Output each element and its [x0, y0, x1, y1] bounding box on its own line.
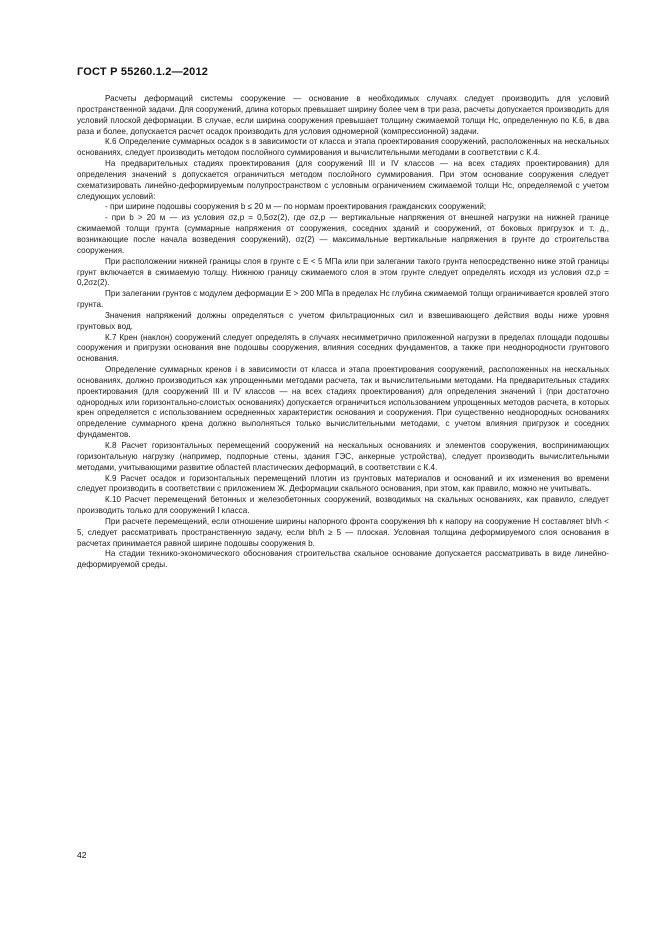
- paragraph: К.9 Расчет осадок и горизонтальных перемещений плотин из грунтовых материалов и оснований и их изменения во времени следует производить в соответствии с приложением Ж. Деформации скального основания, при этом, как правило, можно не учитывать.: [77, 473, 609, 494]
- paragraph: Значения напряжений должны определяться с учетом фильтрационных сил и взвешивающего действия воды ниже уровня грунтовых вод.: [77, 310, 609, 331]
- document-body: [77, 94, 609, 571]
- paragraph: При залегании грунтов с модулем деформации E > 200 МПа в пределах Hc глубина сжимаемой толщи ограничивается кровлей этого грунта.: [77, 289, 609, 310]
- standard-header: ГОСТ Р 55260.1.2—2012: [77, 66, 209, 78]
- paragraph: К.8 Расчет горизонтальных перемещений сооружений на нескальных основаниях и элементов сооружения, воспринимающих горизонтальную нагрузку (например, подпорные стены, здания ГЭС, анкерные устройства), следует производить вычислительными методами, учитывающими развитие областей пластических деформаций, в соответствии с К.4.: [77, 441, 609, 472]
- list-item: - при b > 20 м — из условия σz,p = 0,5σz(2), где σz,p — вертикальные напряжения от внешней нагрузки на нижней границе сжимаемой толщи грунта (суммарные напряжения от сооружения, соседних зданий и сооружений, от боковых пригрузок и т. д., возникающие после начала возведения сооружений), σz(2) — максимальные вертикальные напряжения в грунте до строительства сооружения.: [77, 213, 609, 255]
- paragraph: Определение суммарных кренов i в зависимости от класса и этапа проектирования сооружений, расположенных на нескальных основаниях, должно производиться как упрощенными методами расчета, так и вычислительными методами. На предварительных стадиях проектирования (для сооружений III и IV классов — на всех стадиях проектирования) для определения значений i (при достаточно однородных или горизонтально-слоистых основаниях) допускается ограничиться использованием упрощенных методов расчета, в которых крен определяется с использованием осредненных характеристик основания и сооружения. При существенно неоднородных основаниях определение суммарного крена должно выполняться только вычислительными методами, с учетом влияния пригрузок и соседних фундаментов.: [77, 365, 609, 440]
- paragraph: К.7 Крен (наклон) сооружений следует определять в случаях несимметрично приложенной нагрузки в пределах площади подошвы сооружения и пригрузки основания вне подошвы сооружения, влияния соседних фундаментов, а также при неоднородности грунтового основания.: [77, 332, 609, 364]
- list-item: - при ширине подошвы сооружения b ≤ 20 м — по нормам проектирования гражданских сооружений;: [105, 202, 487, 212]
- paragraph: При расположении нижней границы слоя в грунте с E < 5 МПа или при залегании такого грунта непосредственно ниже этой границы грунт включается в сжимаемую толщу. Нижнюю границу сжимаемого слоя в этом грунте следует определять исходя из условия σz,p = 0,2σz(2).: [77, 256, 609, 288]
- paragraph: Расчеты деформаций системы сооружение — основание в необходимых случаях следует производить для условий пространственной задачи. Для сооружений, длина которых превышает ширину более чем в три раза, расчеты допускается производить для условий плоской деформации. В случае, если ширина сооружения превышает толщину сжимаемой толщи Hc, определенную по К.6, в два раза и более, допускается расчет осадок производить для условия одномерной (компрессионной) задачи.: [77, 94, 609, 136]
- paragraph: На предварительных стадиях проектирования (для сооружений III и IV классов — на всех стадиях проектирования) для определения значений s допускается ограничиться методом послойного суммирования. При этом основание сооружения следует схематизировать линейно-деформируемым полупространством с условным ограничением сжимаемой толщи Hc, определяемой с учетом следующих условий:: [77, 159, 609, 201]
- paragraph: К.10 Расчет перемещений бетонных и железобетонных сооружений, возводимых на скальных основаниях, как правило, следует производить только для сооружений I класса.: [77, 495, 609, 516]
- page-number: 42: [77, 850, 87, 860]
- paragraph: К.6 Определение суммарных осадок s в зависимости от класса и этапа проектирования сооружений, расположенных на нескальных основаниях, следует производить методом послойного суммирования и вычислительными методами в соответствии с К.4.: [77, 137, 609, 158]
- paragraph: При расчете перемещений, если отношение ширины напорного фронта сооружения bh к напору на сооружение H составляет bh/h < 5, следует рассматривать пространственную задачу, если bh/h ≥ 5 — плоская. Условная толщина деформируемого слоя основания в расчетах принимается равной ширине подошвы сооружения b.: [77, 516, 609, 548]
- paragraph: На стадии технико-экономического обоснования строительства скальное основание допускается рассматривать в виде линейно-деформируемой среды.: [77, 549, 609, 570]
